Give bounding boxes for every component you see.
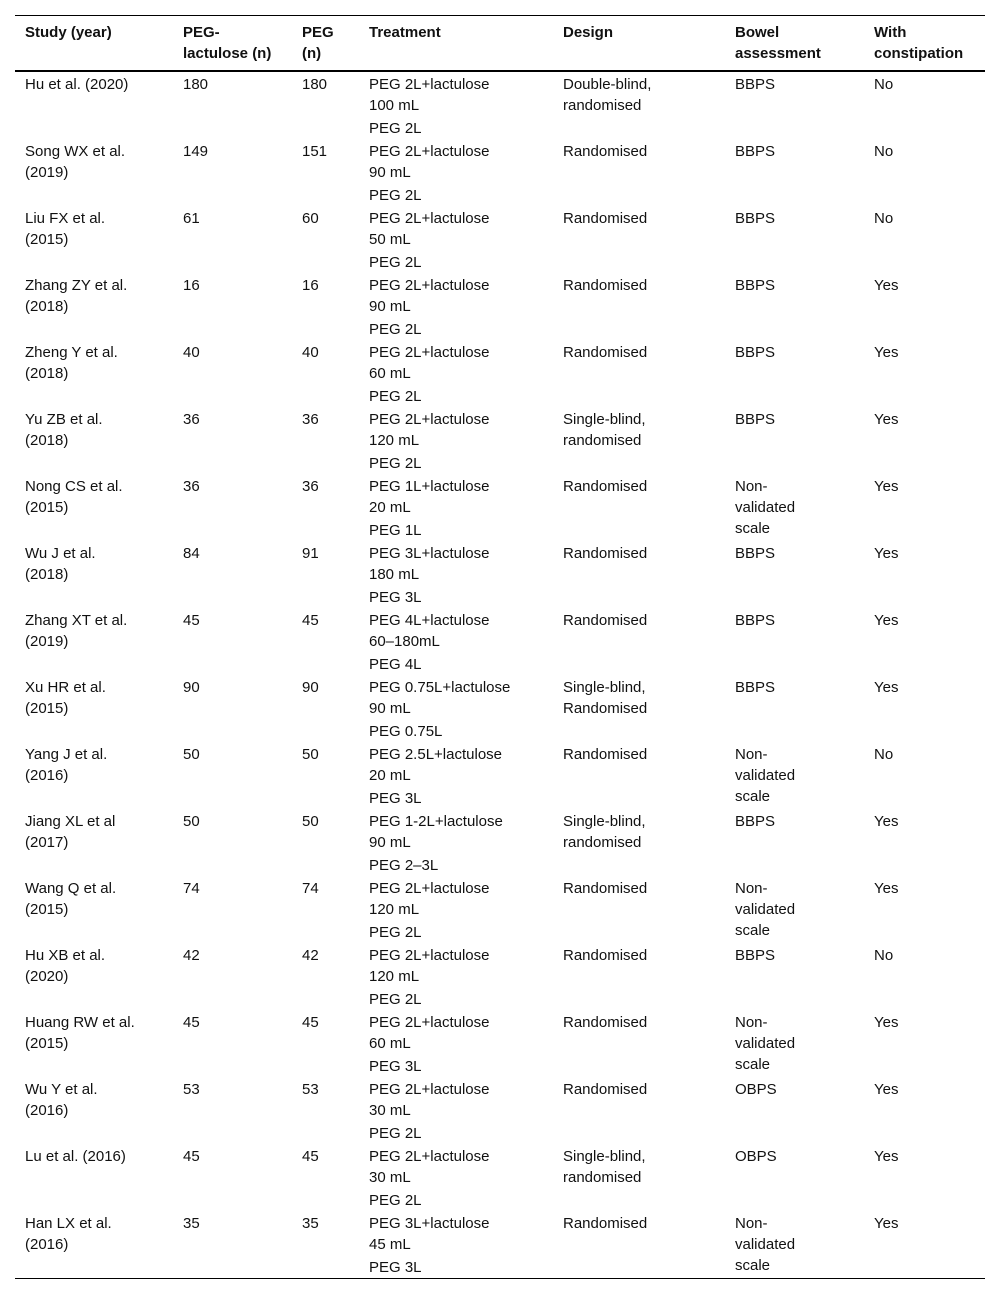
cell-bowel-assessment: OBPS bbox=[735, 1081, 777, 1098]
cell-peg-n: 50 bbox=[302, 746, 319, 763]
cell-design: Randomised bbox=[563, 746, 648, 763]
cell-constipation: Yes bbox=[874, 1148, 899, 1165]
table-row bbox=[15, 541, 985, 608]
treatment-intervention: 60 mL bbox=[369, 1035, 411, 1052]
cell-treatment bbox=[359, 608, 553, 675]
cell-constipation: No bbox=[874, 947, 894, 964]
cell-design: Single-blind, Randomised bbox=[563, 679, 648, 717]
cell-treatment bbox=[359, 71, 553, 139]
cell-study: Huang RW et al. (2015) bbox=[25, 1014, 135, 1052]
cell-bowel-assessment: BBPS bbox=[735, 612, 776, 629]
treatment-control: PEG 2L bbox=[369, 1192, 422, 1209]
table-row bbox=[15, 943, 985, 1010]
cell-peg-lactulose-n: 50 bbox=[183, 746, 200, 763]
treatment-control: PEG 3L bbox=[369, 790, 422, 807]
table-row bbox=[15, 1077, 985, 1144]
cell-design: Randomised bbox=[563, 947, 648, 964]
cell-peg-lactulose-n: 53 bbox=[183, 1081, 200, 1098]
treatment-control: PEG 2L bbox=[369, 388, 422, 405]
cell-bowel-assessment: BBPS bbox=[735, 947, 776, 964]
treatment-intervention: PEG 2L+lactulose bbox=[369, 947, 490, 964]
cell-bowel-assessment: BBPS bbox=[735, 143, 776, 160]
cell-treatment bbox=[359, 675, 553, 742]
cell-constipation: Yes bbox=[874, 478, 899, 495]
treatment-intervention: 90 mL bbox=[369, 700, 411, 717]
table-row bbox=[15, 71, 985, 139]
cell-peg-n: 74 bbox=[302, 880, 319, 897]
treatment-intervention: PEG 1-2L+lactulose bbox=[369, 813, 503, 830]
treatment-intervention: PEG 0.75L+lactulose bbox=[369, 679, 511, 696]
treatment-intervention: 120 mL bbox=[369, 901, 420, 918]
cell-design: Randomised bbox=[563, 1014, 648, 1031]
cell-study: Yu ZB et al. (2018) bbox=[25, 411, 103, 449]
cell-peg-n: 91 bbox=[302, 545, 319, 562]
cell-treatment bbox=[359, 407, 553, 474]
cell-peg-lactulose-n: 149 bbox=[183, 143, 209, 160]
cell-peg-n: 36 bbox=[302, 411, 319, 428]
cell-bowel-assessment: Non- validated scale bbox=[735, 880, 796, 939]
treatment-intervention: 20 mL bbox=[369, 499, 411, 516]
cell-constipation: No bbox=[874, 746, 894, 763]
table-row bbox=[15, 742, 985, 809]
treatment-intervention: 30 mL bbox=[369, 1102, 411, 1119]
table-row bbox=[15, 1010, 985, 1077]
treatment-control: PEG 4L bbox=[369, 656, 422, 673]
header-bowel-assessment: Bowel assessment bbox=[735, 24, 821, 62]
treatment-control: PEG 2L bbox=[369, 1125, 422, 1142]
table-row bbox=[15, 809, 985, 876]
cell-peg-lactulose-n: 50 bbox=[183, 813, 200, 830]
cell-constipation: Yes bbox=[874, 679, 899, 696]
cell-peg-lactulose-n: 42 bbox=[183, 947, 200, 964]
cell-design: Randomised bbox=[563, 344, 648, 361]
cell-bowel-assessment: BBPS bbox=[735, 545, 776, 562]
treatment-control: PEG 3L bbox=[369, 1259, 422, 1276]
treatment-intervention: PEG 2.5L+lactulose bbox=[369, 746, 503, 763]
cell-peg-lactulose-n: 180 bbox=[183, 76, 209, 93]
cell-constipation: Yes bbox=[874, 1014, 899, 1031]
treatment-intervention: PEG 4L+lactulose bbox=[369, 612, 490, 629]
cell-treatment bbox=[359, 340, 553, 407]
treatment-intervention: PEG 1L+lactulose bbox=[369, 478, 490, 495]
cell-peg-n: 60 bbox=[302, 210, 319, 227]
treatment-intervention: 90 mL bbox=[369, 298, 411, 315]
cell-peg-lactulose-n: 40 bbox=[183, 344, 200, 361]
cell-study: Hu XB et al. (2020) bbox=[25, 947, 106, 985]
cell-study: Yang J et al. (2016) bbox=[25, 746, 108, 784]
cell-study: Song WX et al. (2019) bbox=[25, 143, 126, 181]
cell-design: Randomised bbox=[563, 277, 648, 294]
studies-table bbox=[15, 15, 985, 1279]
cell-constipation: Yes bbox=[874, 545, 899, 562]
cell-treatment bbox=[359, 876, 553, 943]
treatment-intervention: PEG 2L+lactulose bbox=[369, 76, 490, 93]
treatment-control: PEG 2L bbox=[369, 321, 422, 338]
cell-study: Hu et al. (2020) bbox=[25, 76, 129, 93]
cell-peg-n: 40 bbox=[302, 344, 319, 361]
cell-peg-n: 180 bbox=[302, 76, 328, 93]
cell-treatment bbox=[359, 541, 553, 608]
table-row bbox=[15, 206, 985, 273]
cell-bowel-assessment: BBPS bbox=[735, 813, 776, 830]
cell-design: Randomised bbox=[563, 880, 648, 897]
cell-constipation: Yes bbox=[874, 277, 899, 294]
header-study: Study (year) bbox=[25, 24, 112, 41]
cell-study: Wu Y et al. (2016) bbox=[25, 1081, 98, 1119]
cell-peg-n: 16 bbox=[302, 277, 319, 294]
cell-peg-lactulose-n: 74 bbox=[183, 880, 200, 897]
cell-treatment bbox=[359, 474, 553, 541]
cell-treatment bbox=[359, 1077, 553, 1144]
cell-study: Jiang XL et al (2017) bbox=[25, 813, 116, 851]
treatment-control: PEG 3L bbox=[369, 589, 422, 606]
cell-design: Single-blind, randomised bbox=[563, 1148, 646, 1186]
treatment-intervention: 50 mL bbox=[369, 231, 411, 248]
cell-peg-n: 45 bbox=[302, 612, 319, 629]
cell-treatment bbox=[359, 1211, 553, 1279]
cell-peg-n: 45 bbox=[302, 1014, 319, 1031]
treatment-control: PEG 1L bbox=[369, 522, 422, 539]
cell-bowel-assessment: Non- validated scale bbox=[735, 478, 796, 537]
cell-design: Double-blind, randomised bbox=[563, 76, 652, 114]
table-body bbox=[15, 71, 985, 1279]
table-row bbox=[15, 139, 985, 206]
treatment-intervention: 60–180mL bbox=[369, 633, 440, 650]
cell-peg-lactulose-n: 35 bbox=[183, 1215, 200, 1232]
treatment-intervention: PEG 2L+lactulose bbox=[369, 1148, 490, 1165]
cell-peg-lactulose-n: 84 bbox=[183, 545, 200, 562]
cell-constipation: Yes bbox=[874, 612, 899, 629]
treatment-control: PEG 3L bbox=[369, 1058, 422, 1075]
treatment-control: PEG 2L bbox=[369, 924, 422, 941]
cell-peg-n: 50 bbox=[302, 813, 319, 830]
table-row bbox=[15, 1211, 985, 1279]
treatment-intervention: PEG 2L+lactulose bbox=[369, 1081, 490, 1098]
treatment-intervention: 90 mL bbox=[369, 834, 411, 851]
header-peg-lactulose: PEG- lactulose (n) bbox=[183, 24, 272, 62]
cell-constipation: Yes bbox=[874, 1215, 899, 1232]
cell-peg-n: 53 bbox=[302, 1081, 319, 1098]
cell-constipation: Yes bbox=[874, 813, 899, 830]
treatment-intervention: PEG 3L+lactulose bbox=[369, 545, 490, 562]
cell-constipation: No bbox=[874, 143, 894, 160]
treatment-intervention: 60 mL bbox=[369, 365, 411, 382]
cell-bowel-assessment: Non- validated scale bbox=[735, 1215, 796, 1274]
cell-treatment bbox=[359, 943, 553, 1010]
cell-design: Randomised bbox=[563, 478, 648, 495]
cell-peg-lactulose-n: 45 bbox=[183, 1148, 200, 1165]
cell-bowel-assessment: Non- validated scale bbox=[735, 1014, 796, 1073]
table-row bbox=[15, 1144, 985, 1211]
treatment-intervention: PEG 2L+lactulose bbox=[369, 210, 490, 227]
treatment-control: PEG 0.75L bbox=[369, 723, 443, 740]
cell-study: Wu J et al. (2018) bbox=[25, 545, 96, 583]
cell-study: Zhang ZY et al. (2018) bbox=[25, 277, 128, 315]
treatment-intervention: PEG 2L+lactulose bbox=[369, 880, 490, 897]
treatment-intervention: PEG 2L+lactulose bbox=[369, 1014, 490, 1031]
header-peg: PEG (n) bbox=[302, 24, 334, 62]
cell-treatment bbox=[359, 1010, 553, 1077]
cell-constipation: No bbox=[874, 210, 894, 227]
cell-study: Han LX et al. (2016) bbox=[25, 1215, 112, 1253]
table-row bbox=[15, 407, 985, 474]
cell-study: Liu FX et al. (2015) bbox=[25, 210, 106, 248]
table-row bbox=[15, 273, 985, 340]
cell-constipation: Yes bbox=[874, 411, 899, 428]
cell-bowel-assessment: BBPS bbox=[735, 344, 776, 361]
cell-design: Randomised bbox=[563, 545, 648, 562]
treatment-intervention: 180 mL bbox=[369, 566, 420, 583]
treatment-control: PEG 2L bbox=[369, 120, 422, 137]
table-row bbox=[15, 608, 985, 675]
table-row bbox=[15, 340, 985, 407]
treatment-intervention: PEG 2L+lactulose bbox=[369, 277, 490, 294]
treatment-intervention: 100 mL bbox=[369, 97, 420, 114]
header-treatment: Treatment bbox=[369, 24, 441, 41]
cell-peg-lactulose-n: 45 bbox=[183, 612, 200, 629]
cell-bowel-assessment: BBPS bbox=[735, 76, 776, 93]
cell-design: Single-blind, randomised bbox=[563, 411, 646, 449]
cell-study: Wang Q et al. (2015) bbox=[25, 880, 117, 918]
cell-treatment bbox=[359, 139, 553, 206]
cell-constipation: Yes bbox=[874, 880, 899, 897]
cell-study: Zhang XT et al. (2019) bbox=[25, 612, 128, 650]
cell-study: Zheng Y et al. (2018) bbox=[25, 344, 118, 382]
cell-constipation: Yes bbox=[874, 344, 899, 361]
cell-peg-n: 42 bbox=[302, 947, 319, 964]
cell-treatment bbox=[359, 809, 553, 876]
treatment-intervention: PEG 2L+lactulose bbox=[369, 143, 490, 160]
cell-peg-lactulose-n: 36 bbox=[183, 478, 200, 495]
treatment-intervention: PEG 2L+lactulose bbox=[369, 411, 490, 428]
cell-bowel-assessment: OBPS bbox=[735, 1148, 777, 1165]
cell-design: Randomised bbox=[563, 143, 648, 160]
cell-peg-lactulose-n: 16 bbox=[183, 277, 200, 294]
table-row bbox=[15, 675, 985, 742]
header-design: Design bbox=[563, 24, 614, 41]
treatment-control: PEG 2L bbox=[369, 254, 422, 271]
cell-peg-n: 90 bbox=[302, 679, 319, 696]
cell-study: Lu et al. (2016) bbox=[25, 1148, 126, 1165]
treatment-control: PEG 2L bbox=[369, 187, 422, 204]
treatment-control: PEG 2L bbox=[369, 991, 422, 1008]
cell-constipation: No bbox=[874, 76, 894, 93]
header-constipation: With constipation bbox=[874, 24, 964, 62]
table-header bbox=[15, 16, 985, 72]
treatment-intervention: PEG 3L+lactulose bbox=[369, 1215, 490, 1232]
header-row bbox=[15, 16, 985, 72]
treatment-intervention: PEG 2L+lactulose bbox=[369, 344, 490, 361]
cell-treatment bbox=[359, 1144, 553, 1211]
cell-peg-n: 45 bbox=[302, 1148, 319, 1165]
treatment-intervention: 120 mL bbox=[369, 432, 420, 449]
cell-bowel-assessment: BBPS bbox=[735, 679, 776, 696]
treatment-control: PEG 2L bbox=[369, 455, 422, 472]
cell-design: Randomised bbox=[563, 1215, 648, 1232]
treatment-intervention: 45 mL bbox=[369, 1236, 411, 1253]
cell-peg-n: 151 bbox=[302, 143, 328, 160]
treatment-intervention: 120 mL bbox=[369, 968, 420, 985]
cell-design: Single-blind, randomised bbox=[563, 813, 646, 851]
cell-peg-lactulose-n: 90 bbox=[183, 679, 200, 696]
cell-constipation: Yes bbox=[874, 1081, 899, 1098]
treatment-intervention: 20 mL bbox=[369, 767, 411, 784]
cell-peg-lactulose-n: 45 bbox=[183, 1014, 200, 1031]
cell-treatment bbox=[359, 206, 553, 273]
cell-peg-lactulose-n: 61 bbox=[183, 210, 200, 227]
cell-bowel-assessment: BBPS bbox=[735, 277, 776, 294]
table-row bbox=[15, 474, 985, 541]
cell-design: Randomised bbox=[563, 1081, 648, 1098]
cell-peg-n: 35 bbox=[302, 1215, 319, 1232]
cell-bowel-assessment: Non- validated scale bbox=[735, 746, 796, 805]
cell-peg-n: 36 bbox=[302, 478, 319, 495]
cell-treatment bbox=[359, 273, 553, 340]
treatment-intervention: 90 mL bbox=[369, 164, 411, 181]
treatment-intervention: 30 mL bbox=[369, 1169, 411, 1186]
cell-bowel-assessment: BBPS bbox=[735, 210, 776, 227]
cell-bowel-assessment: BBPS bbox=[735, 411, 776, 428]
cell-study: Nong CS et al. (2015) bbox=[25, 478, 123, 516]
treatment-control: PEG 2–3L bbox=[369, 857, 439, 874]
cell-peg-lactulose-n: 36 bbox=[183, 411, 200, 428]
cell-treatment bbox=[359, 742, 553, 809]
table-row bbox=[15, 876, 985, 943]
studies-table-container bbox=[15, 15, 985, 1279]
cell-study: Xu HR et al. (2015) bbox=[25, 679, 106, 717]
cell-design: Randomised bbox=[563, 612, 648, 629]
cell-design: Randomised bbox=[563, 210, 648, 227]
